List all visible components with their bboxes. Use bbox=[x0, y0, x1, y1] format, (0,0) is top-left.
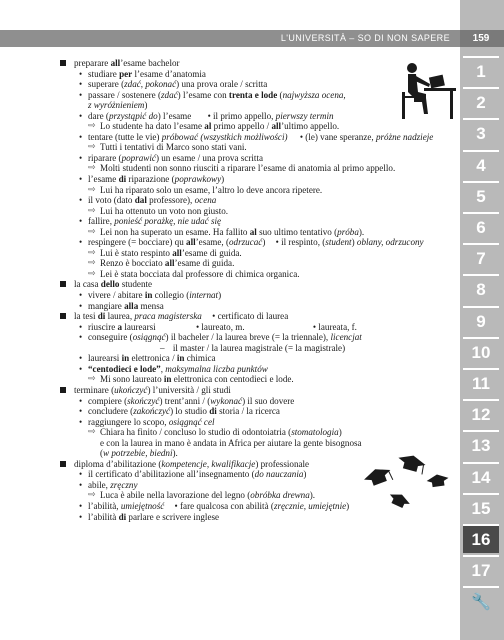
bullet-icon: • bbox=[79, 152, 83, 163]
entry-text: terminare (ukończyć) l’università / gli studi bbox=[74, 384, 231, 395]
chapter-tab-4[interactable]: 4 bbox=[463, 150, 499, 179]
entry-text: Molti studenti non sonno riusciti a riparare l’esame di anatomia al primo appello. bbox=[100, 163, 396, 174]
entry-text: mangiare alla mensa bbox=[88, 300, 164, 311]
square-bullet-icon bbox=[60, 313, 66, 319]
bullet-icon: • bbox=[79, 68, 83, 79]
arrow-icon: ⇨ bbox=[88, 226, 96, 237]
entry-line bbox=[60, 100, 460, 111]
entry-line bbox=[60, 216, 460, 227]
entry-text: passare / sostenere (zdać) l’esame con trenta e lode (najwyższa ocena, bbox=[88, 89, 346, 100]
arrow-icon: ⇨ bbox=[88, 121, 96, 132]
entry-text: z wyróżnieniem) bbox=[88, 100, 148, 111]
entry-text: Tutti i tentativi di Marco sono stati vani. bbox=[100, 142, 247, 153]
entry-text: Chiara ha finito / concluso lo studio di odontoiatria (stomatologia) bbox=[100, 427, 342, 438]
bullet-icon: • bbox=[79, 479, 83, 490]
entry-text: – il master / la laurea magistrale (= la magistrale) bbox=[160, 342, 346, 353]
page-number: 159 bbox=[472, 33, 490, 44]
entry-line bbox=[60, 301, 460, 312]
entry-text: Lui ha ottenuto un voto non giusto. bbox=[100, 205, 229, 216]
entry-text: vivere / abitare in collegio (internat) bbox=[88, 290, 222, 301]
entry-line bbox=[60, 174, 460, 185]
entry-text: tentare (tutte le vie) próbować (wszystkich możliwości) • (le) vane speranze, próżne nadzieje bbox=[88, 131, 434, 142]
entry-text: dare (przystąpić do) l’esame • il primo appello, pierwszy termin bbox=[88, 110, 334, 121]
entry-line bbox=[60, 469, 460, 480]
bullet-icon: • bbox=[79, 237, 83, 248]
bullet-icon: • bbox=[79, 363, 83, 374]
chapter-tab-17[interactable]: 17 bbox=[463, 555, 499, 584]
arrow-icon: ⇨ bbox=[88, 490, 96, 501]
bullet-icon: • bbox=[79, 216, 83, 227]
entry-text: Lo studente ha dato l’esame al primo appello / all’ultimo appello. bbox=[100, 121, 340, 132]
entry-line bbox=[60, 237, 460, 248]
chapter-tab-2[interactable]: 2 bbox=[463, 87, 499, 116]
entry-line bbox=[60, 417, 460, 428]
entry-line bbox=[60, 343, 460, 354]
entry-line bbox=[60, 132, 460, 143]
bullet-icon: • bbox=[79, 395, 83, 406]
entry-line bbox=[60, 311, 460, 322]
entry-line bbox=[60, 448, 460, 459]
bullet-icon: • bbox=[79, 416, 83, 427]
entry-text: l’esame di riparazione (poprawkowy) bbox=[88, 174, 225, 185]
bullet-icon: • bbox=[79, 195, 83, 206]
entry-text: conseguire (osiągnąć) il bacheler / la laurea breve (= la triennale), licencjat bbox=[88, 332, 362, 343]
entry-text: Luca è abile nella lavorazione del legno (obróbka drewna). bbox=[100, 490, 316, 501]
chapter-tab-15[interactable]: 15 bbox=[463, 493, 499, 522]
arrow-icon: ⇨ bbox=[88, 142, 96, 153]
entry-text: l’abilità di parlare e scrivere inglese bbox=[88, 511, 220, 522]
entry-line bbox=[60, 438, 460, 449]
entry-line bbox=[60, 290, 460, 301]
bullet-icon: • bbox=[79, 406, 83, 417]
entry-line bbox=[60, 248, 460, 259]
entry-line bbox=[60, 385, 460, 396]
chapter-tab-1[interactable]: 1 bbox=[463, 56, 499, 85]
entry-text: Lui è stato respinto all’esame di guida. bbox=[100, 247, 242, 258]
arrow-icon: ⇨ bbox=[88, 184, 96, 195]
bullet-icon: • bbox=[79, 500, 83, 511]
entry-line bbox=[60, 490, 460, 501]
entry-line bbox=[60, 153, 460, 164]
wrench-icon[interactable]: 🔧 bbox=[463, 586, 499, 615]
entry-line bbox=[60, 206, 460, 217]
arrow-icon: ⇨ bbox=[88, 268, 96, 279]
entry-line bbox=[60, 396, 460, 407]
entry-line bbox=[60, 142, 460, 153]
bullet-icon: • bbox=[79, 290, 83, 301]
entry-line bbox=[60, 501, 460, 512]
entry-line bbox=[60, 279, 460, 290]
entry-text: il certificato d’abilitazione all’insegnamento (do nauczania) bbox=[88, 469, 307, 480]
entry-text: “centodieci e lode”, maksymalna liczba punktów bbox=[88, 363, 268, 374]
entry-line bbox=[60, 427, 460, 438]
arrow-icon: ⇨ bbox=[88, 258, 96, 269]
square-bullet-icon bbox=[60, 387, 66, 393]
chapter-tab-10[interactable]: 10 bbox=[463, 337, 499, 366]
entry-text: preparare all’esame bachelor bbox=[74, 58, 180, 68]
entry-text: abile, zręczny bbox=[88, 479, 138, 490]
bullet-icon: • bbox=[79, 89, 83, 100]
entry-text: l’abilità, umiejętność • fare qualcosa con abilità (zręcznie, umiejętnie) bbox=[88, 500, 350, 511]
entry-text: il voto (dato dal professore), ocena bbox=[88, 195, 217, 206]
entry-line bbox=[60, 269, 460, 280]
entry-line bbox=[60, 227, 460, 238]
chapter-tab-7[interactable]: 7 bbox=[463, 243, 499, 272]
entry-text: concludere (zakończyć) lo studio di storia / la ricerca bbox=[88, 406, 280, 417]
entry-line bbox=[60, 79, 460, 90]
arrow-icon: ⇨ bbox=[88, 163, 96, 174]
entry-text: Renzo è bocciato all’esame di guida. bbox=[100, 258, 235, 269]
chapter-tab-9[interactable]: 9 bbox=[463, 306, 499, 335]
entry-text: fallire, ponieść porażkę, nie udać się bbox=[88, 216, 222, 227]
bullet-icon: • bbox=[79, 353, 83, 364]
entry-text: studiare per l’esame d’anatomia bbox=[88, 68, 206, 79]
entry-text: compiere (skończyć) trent’anni / (wykonać) il suo dovere bbox=[88, 395, 295, 406]
bullet-icon: • bbox=[79, 131, 83, 142]
bullet-icon: • bbox=[79, 321, 83, 332]
entry-line bbox=[60, 58, 460, 69]
chapter-tab-5[interactable]: 5 bbox=[463, 181, 499, 210]
chapter-tab-16[interactable]: 16 bbox=[463, 524, 499, 553]
entry-line bbox=[60, 480, 460, 491]
entry-text: diploma d’abilitazione (kompetencje, kwalifikacje) professionale bbox=[74, 458, 310, 469]
square-bullet-icon bbox=[60, 461, 66, 467]
entry-text: superare (zdać, pokonać) una prova orale / scritta bbox=[88, 79, 268, 90]
chapter-tab-3[interactable]: 3 bbox=[463, 118, 499, 147]
entry-text: (w potrzebie, biedni). bbox=[100, 448, 178, 459]
entry-text: laurearsi in elettronica / in chimica bbox=[88, 353, 216, 364]
entry-line bbox=[60, 322, 460, 333]
entry-line bbox=[60, 163, 460, 174]
chapter-tab-12[interactable]: 12 bbox=[463, 399, 499, 428]
entry-line bbox=[60, 258, 460, 269]
bullet-icon: • bbox=[79, 332, 83, 343]
arrow-icon: ⇨ bbox=[88, 247, 96, 258]
entry-text: riparare (poprawić) un esame / una prova scritta bbox=[88, 152, 264, 163]
entry-line bbox=[60, 121, 460, 132]
entry-text: Mi sono laureato in elettronica con centodieci e lode. bbox=[100, 374, 294, 385]
bullet-icon: • bbox=[79, 79, 83, 90]
bullet-icon: • bbox=[79, 174, 83, 185]
entry-line bbox=[60, 406, 460, 417]
square-bullet-icon bbox=[60, 60, 66, 66]
chapter-tab-8[interactable]: 8 bbox=[463, 274, 499, 303]
bullet-icon: • bbox=[79, 511, 83, 522]
entry-line bbox=[60, 332, 460, 343]
entry-text: Lei non ha superato un esame. Ha fallito al suo ultimo tentativo (próba). bbox=[100, 226, 365, 237]
bullet-icon: • bbox=[79, 469, 83, 480]
square-bullet-icon bbox=[60, 281, 66, 287]
entry-line bbox=[60, 185, 460, 196]
entry-text: respingere (= bocciare) qu all’esame, (odrzucać) • il respinto, (student) oblany, odrzucony bbox=[88, 237, 424, 248]
arrow-icon: ⇨ bbox=[88, 427, 96, 438]
entry-text: riuscire a laurearsi • laureato, m. • laureata, f. bbox=[88, 321, 357, 332]
entry-text: la casa dello studente bbox=[74, 279, 153, 290]
arrow-icon: ⇨ bbox=[88, 205, 96, 216]
entry-line bbox=[60, 111, 460, 122]
entry-line bbox=[60, 374, 460, 385]
entry-line bbox=[60, 90, 460, 101]
entry-line bbox=[60, 512, 460, 523]
chapter-tab-13[interactable]: 13 bbox=[463, 430, 499, 459]
arrow-icon: ⇨ bbox=[88, 374, 96, 385]
entry-text: Lui ha riparato solo un esame, l’altro lo deve ancora ripetere. bbox=[100, 184, 323, 195]
entry-text: e con la laurea in mano è andata in Africa per aiutare la gente bisognosa bbox=[100, 437, 362, 448]
vocabulary-content bbox=[60, 58, 460, 522]
running-header-title: L'UNIVERSITÀ – SO DI NON SAPERE bbox=[280, 33, 450, 43]
chapter-tab-11[interactable]: 11 bbox=[463, 368, 499, 397]
entry-line bbox=[60, 195, 460, 206]
entry-line bbox=[60, 353, 460, 364]
entry-text: la tesi di laurea, praca magisterska • certificato di laurea bbox=[74, 311, 289, 322]
chapter-tab-6[interactable]: 6 bbox=[463, 212, 499, 241]
entry-text: Lei è stata bocciata dal professore di chimica organica. bbox=[100, 268, 300, 279]
entry-line bbox=[60, 69, 460, 80]
entry-text: raggiungere lo scopo, osiągnąć cel bbox=[88, 416, 215, 427]
bullet-icon: • bbox=[79, 110, 83, 121]
entry-line bbox=[60, 364, 460, 375]
chapter-tab-14[interactable]: 14 bbox=[463, 462, 499, 491]
entry-line bbox=[60, 459, 460, 470]
bullet-icon: • bbox=[79, 300, 83, 311]
